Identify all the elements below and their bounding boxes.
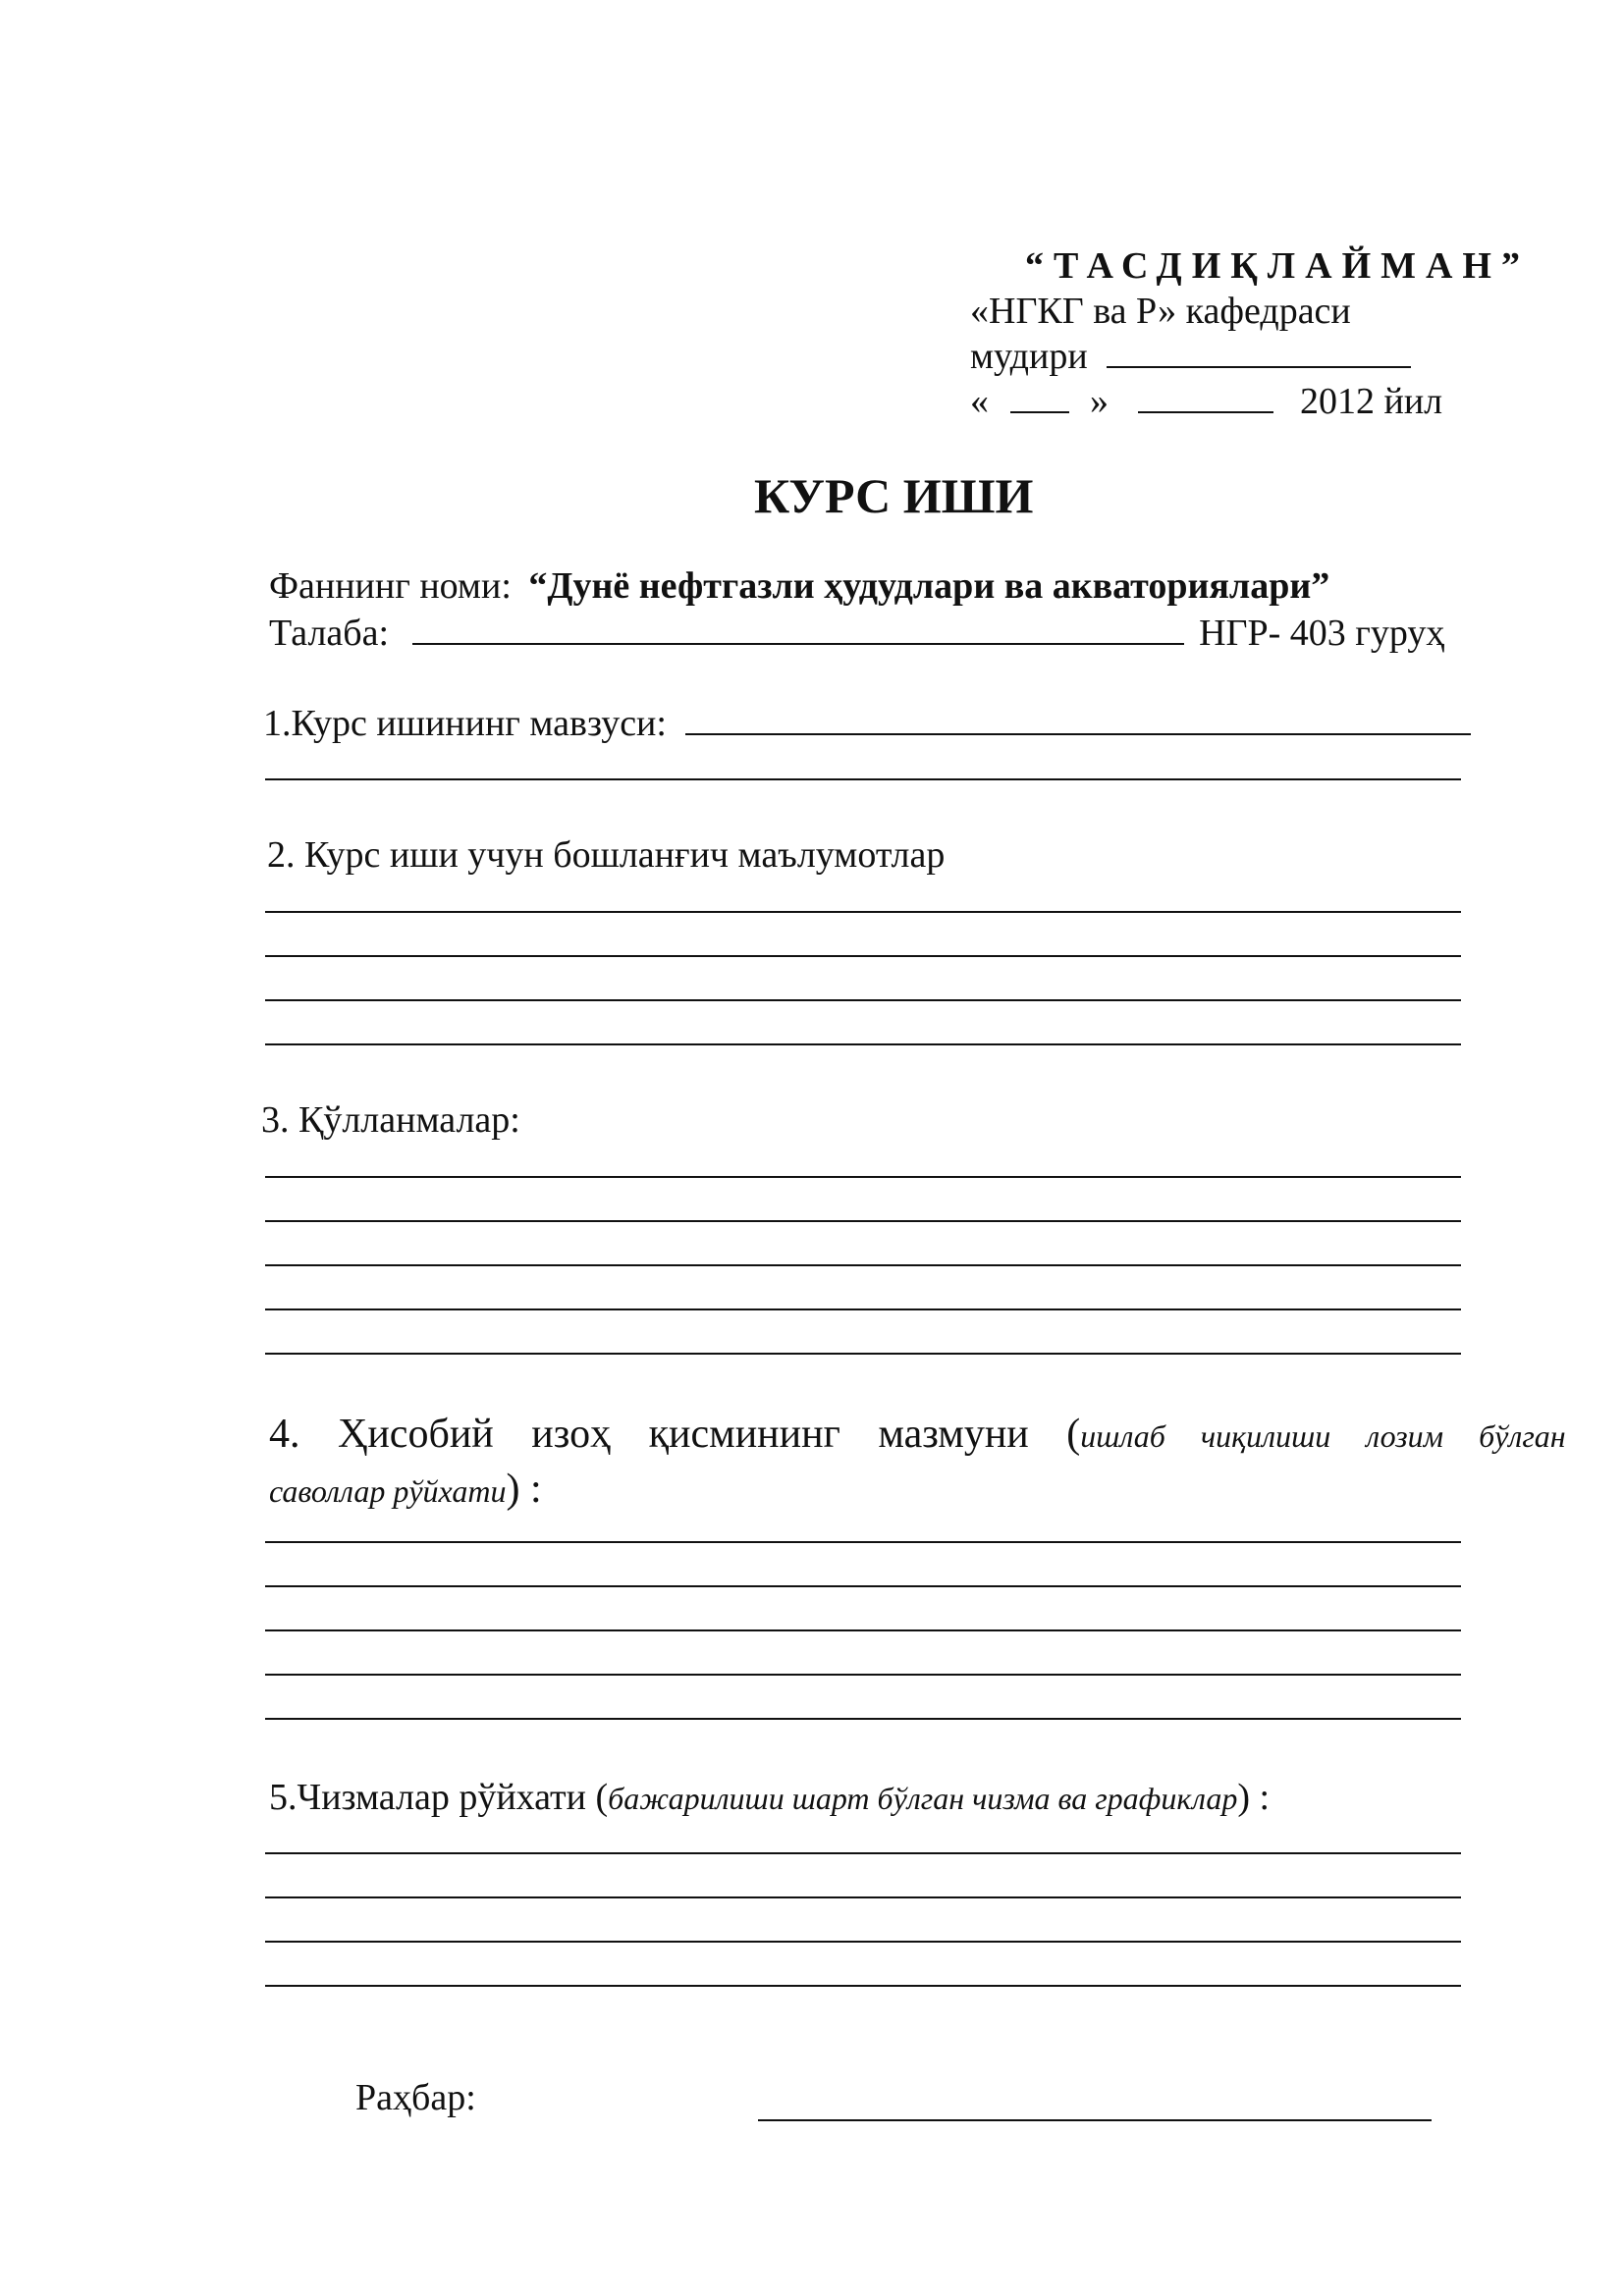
section-3-heading: 3. Қўлланмалар: bbox=[261, 1099, 520, 1141]
section-3-line[interactable] bbox=[265, 1264, 1461, 1266]
section-5-paren-close: ) bbox=[1237, 1777, 1250, 1818]
approval-head-row bbox=[970, 338, 1411, 375]
student-row bbox=[269, 614, 1444, 652]
section-4-colon: : bbox=[519, 1467, 542, 1512]
section-3-line[interactable] bbox=[265, 1353, 1461, 1355]
section-4-note-part2: саволлар рўйхати bbox=[269, 1473, 507, 1509]
section-4-line[interactable] bbox=[265, 1674, 1461, 1676]
date-close-quote: » bbox=[1090, 381, 1109, 422]
section-4-line[interactable] bbox=[265, 1541, 1461, 1543]
supervisor-signature-line[interactable] bbox=[758, 2119, 1432, 2121]
section-5-line[interactable] bbox=[265, 1985, 1461, 1987]
subject-value: “Дунё нефтгазли ҳудудлари ва акваториялари” bbox=[528, 565, 1330, 607]
section-1-heading bbox=[263, 705, 1471, 742]
approval-title: “ТАСДИҚЛАЙМАН” bbox=[1025, 245, 1530, 287]
approval-department: «НГКГ ва Р» кафедраси bbox=[970, 291, 1351, 332]
subject-row bbox=[269, 567, 1329, 605]
section-3-line[interactable] bbox=[265, 1176, 1461, 1178]
section-4-heading bbox=[269, 1414, 1566, 1455]
section-5-paren-open: ( bbox=[595, 1777, 609, 1818]
section-2-line[interactable] bbox=[265, 955, 1461, 957]
section-2-line[interactable] bbox=[265, 999, 1461, 1001]
supervisor-label: Раҳбар: bbox=[355, 2077, 476, 2118]
section-4-label: 4. Ҳисобий изоҳ қисмининг мазмуни bbox=[269, 1412, 1029, 1457]
day-blank[interactable] bbox=[1010, 411, 1069, 413]
section-5-note: бажарилиши шарт бўлган чизма ва графиклар bbox=[608, 1781, 1238, 1816]
section-5-line[interactable] bbox=[265, 1941, 1461, 1943]
section-4-line[interactable] bbox=[265, 1585, 1461, 1587]
section-3-line[interactable] bbox=[265, 1308, 1461, 1310]
topic-blank[interactable] bbox=[685, 733, 1471, 735]
section-1-label: 1.Курс ишининг мавзуси: bbox=[263, 703, 667, 744]
section-2-line[interactable] bbox=[265, 911, 1461, 913]
student-label: Талаба: bbox=[269, 613, 390, 654]
section-4-heading-cont bbox=[269, 1468, 542, 1510]
section-4-paren-close: ) bbox=[506, 1467, 520, 1512]
approval-year: 2012 йил bbox=[1300, 381, 1443, 422]
approval-date-row bbox=[970, 383, 1442, 420]
section-5-heading bbox=[269, 1779, 1270, 1816]
section-2-heading: 2. Курс иши учун бошланғич маълумотлар bbox=[267, 834, 946, 876]
section-1-line[interactable] bbox=[265, 778, 1461, 780]
document-title: КУРС ИШИ bbox=[754, 468, 1034, 523]
section-4-note-part1: ишлаб чиқилиши лозим бўлган bbox=[1080, 1418, 1566, 1454]
section-4-line[interactable] bbox=[265, 1629, 1461, 1631]
section-5-colon: : bbox=[1250, 1777, 1271, 1818]
student-group: НГР- 403 гуруҳ bbox=[1199, 613, 1445, 654]
month-blank[interactable] bbox=[1138, 411, 1273, 413]
subject-label: Фаннинг номи: bbox=[269, 565, 512, 607]
approval-head-label: мудири bbox=[970, 336, 1088, 377]
section-3-line[interactable] bbox=[265, 1220, 1461, 1222]
section-5-label: 5.Чизмалар рўйхати bbox=[269, 1777, 586, 1818]
section-5-line[interactable] bbox=[265, 1852, 1461, 1854]
date-open-quote: « bbox=[970, 381, 989, 422]
student-name-blank[interactable] bbox=[412, 643, 1184, 645]
section-4-line[interactable] bbox=[265, 1718, 1461, 1720]
section-2-line[interactable] bbox=[265, 1043, 1461, 1045]
section-5-line[interactable] bbox=[265, 1896, 1461, 1898]
section-4-paren-open: ( bbox=[1066, 1412, 1081, 1457]
head-signature-blank[interactable] bbox=[1107, 366, 1411, 368]
